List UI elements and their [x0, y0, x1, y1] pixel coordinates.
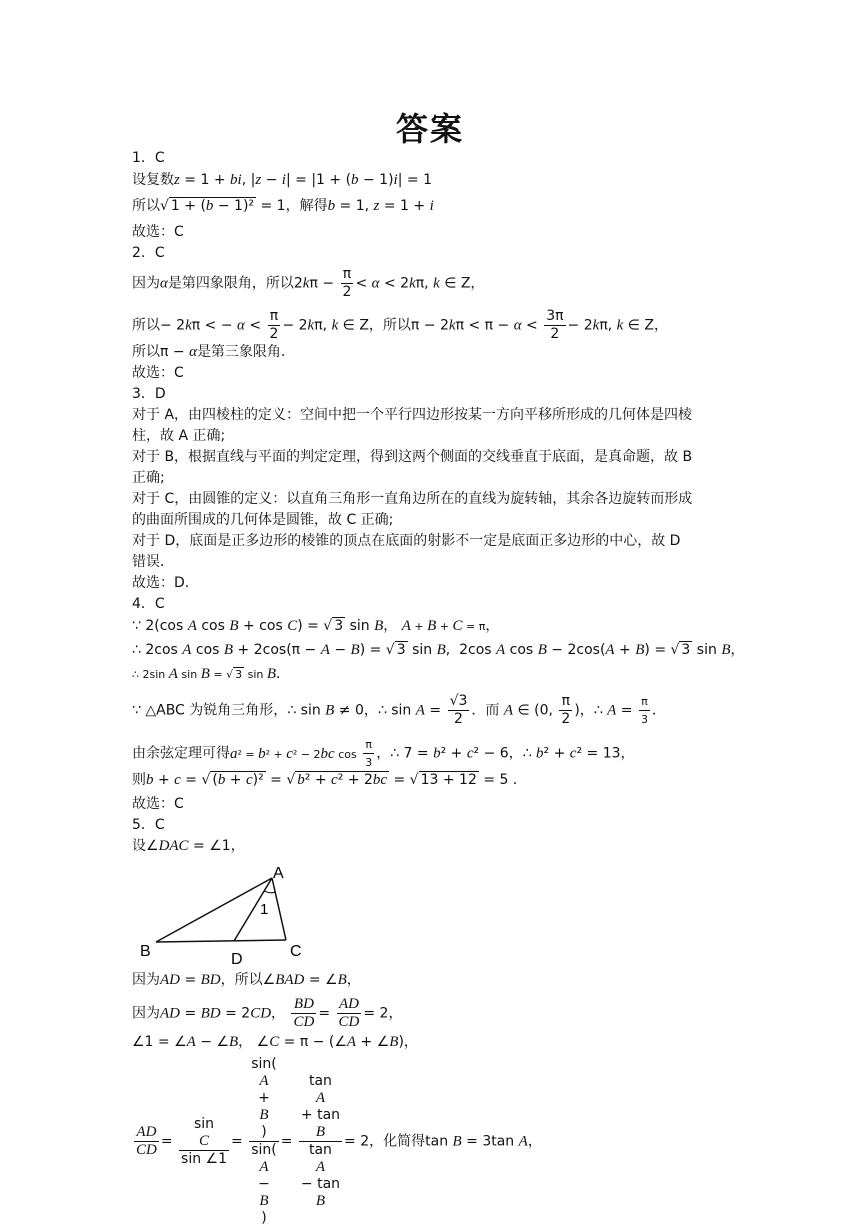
- answer-3-label: 3．D: [132, 386, 166, 402]
- label-a: A: [273, 865, 284, 882]
- answer-3-line-3: 对于 B，根据直线与平面的判定定理，得到这两个侧面的交线垂直于底面，是真命题，故 B: [132, 449, 693, 465]
- label-c: C: [290, 943, 302, 960]
- answer-3-choice: 故选：D．: [132, 575, 199, 591]
- answer-4-line-1: ∵ 2(cos A cos B + cos C) = √ 3 sin B， A + B + C = π，: [132, 618, 500, 634]
- answer-1-line-1: 设复数z = 1 + bi, |z − i| = |1 + (b − 1)i| = 1: [132, 172, 432, 188]
- answer-2-label: 2．C: [132, 245, 165, 261]
- answer-4-line-6: 则b + c = √ (b + c)² = √ b² + c² + 2bc = √ 13 + 12 = 5 ．: [132, 772, 527, 788]
- answer-4-line-2: ∴ 2cos A cos B + 2cos(π − A − B) = √ 3 sin B, 2cos A cos B − 2cos(A + B) = √ 3 sin B，: [132, 642, 745, 658]
- answer-5-line-5: $\frac{AD}{CD}$ = sin C sin ∠1 = sin( A + B ) sin( A − B ) = tan A + tan B tan A − tan B = 2，化简得tan B = 3tan A，: [136, 1056, 542, 1226]
- answer-2-line-2: 所以− 2kπ < − α < $\frac{\pi}{2}$ − 2kπ, k ∈ Z，所以π − 2kπ < π − α < $\frac{3\pi}{2}$ − 2kπ, k ∈ Z，: [132, 308, 669, 342]
- answer-3-line-7: 对于 D，底面是正多边形的棱锥的顶点在底面的射影不一定是底面正多边形的中心，故 D: [132, 533, 681, 549]
- triangle-figure: [132, 858, 312, 968]
- side-ba: [156, 878, 272, 942]
- answer-5-line-2: 因为AD = BD，所以∠BAD = ∠B，: [132, 972, 361, 988]
- label-d: D: [231, 951, 243, 968]
- label-b: B: [140, 943, 151, 960]
- answer-2-choice: 故选：C: [132, 365, 184, 381]
- answer-3-line-4: 正确;: [132, 470, 165, 486]
- answer-1-line-2: 所以√ 1 + (b − 1)² = 1，解得b = 1, z = 1 + i: [132, 198, 434, 214]
- answer-4-label: 4．C: [132, 596, 165, 612]
- label-angle-1: 1: [260, 901, 269, 918]
- answer-3-line-8: 错误．: [132, 554, 174, 570]
- answer-1-label: 1．C: [132, 150, 165, 166]
- answer-5-line-4: ∠1 = ∠A − ∠B， ∠C = π − (∠A + ∠B)，: [132, 1034, 418, 1050]
- page-title: 答案: [395, 110, 464, 148]
- answer-5-line-3: 因为AD = BD = 2CD， $\frac{BD}{CD}$ = $\frac{AD}{CD}$ = 2，: [132, 996, 403, 1030]
- answer-4-line-3: ∴ 2sin A sin B = √ 3 sin B．: [132, 666, 291, 682]
- answer-5-line-1: 设∠DAC = ∠1，: [132, 838, 245, 854]
- answer-4-line-5: 由余弦定理可得a² = b² + c² − 2bc cos $\frac{\pi}{3}$ ，∴ 7 = b² + c² − 6，∴ b² + c² = 13，: [132, 738, 635, 769]
- answer-2-line-1: 因为α是第四象限角，所以2kπ − $\frac{\pi}{2}$ < α < 2kπ, k ∈ Z，: [132, 266, 485, 300]
- answer-4-choice: 故选：C: [132, 796, 184, 812]
- answer-3-line-5: 对于 C，由圆锥的定义：以直角三角形一直角边所在的直线为旋转轴，其余各边旋转而形成: [132, 491, 693, 507]
- answer-1-choice: 故选：C: [132, 224, 184, 240]
- answer-2-line-3: 所以π − α是第三象限角.: [132, 344, 286, 360]
- side-ac: [272, 878, 286, 940]
- answer-5-label: 5．C: [132, 817, 165, 833]
- angle-1-arc: [264, 891, 275, 893]
- answer-3-line-1: 对于 A，由四棱柱的定义：空间中把一个平行四边形按某一方向平移所形成的几何体是四棱: [132, 407, 693, 423]
- answer-3-line-6: 的曲面所围成的几何体是圆锥，故 C 正确;: [132, 512, 394, 528]
- answer-4-line-4: ∵ △ABC 为锐角三角形，∴ sin B ≠ 0，∴ sin A = $\frac{√3}{2}$ ．而 A ∈ (0, $\frac{\pi}{2}$ )，∴ A = $\frac{\pi}{3}$ ．: [132, 693, 666, 727]
- side-bc: [156, 940, 286, 942]
- answer-3-line-2: 柱，故 A 正确;: [132, 428, 226, 444]
